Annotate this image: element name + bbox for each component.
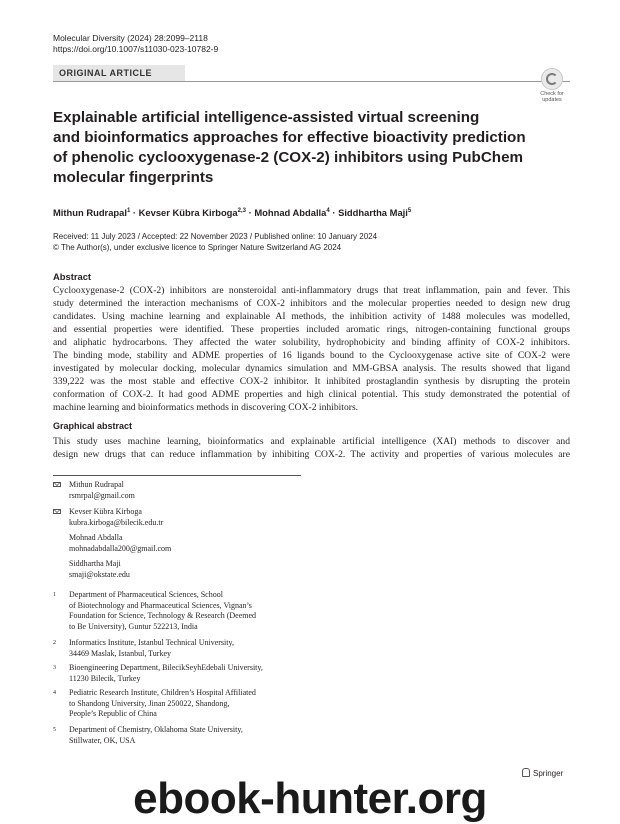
abstract-line: machine learning and bioinformatics methods in discovering COX-2 inhibitors. [53,402,359,413]
author-name[interactable]: Mohnad Abdalla [254,207,327,218]
title-line: Explainable artificial intelligence-assisted virtual screening [53,109,480,126]
affiliation [53,688,256,720]
author-name[interactable]: Siddhartha Maji [338,207,408,218]
author-list [53,207,411,218]
abstract-line: conformation of COX-2. It had good ADME properties and high clinical potential. This study demonstrated the potential of [53,389,570,400]
contact-name: Mohnad Abdalla [69,533,123,542]
affiliation-line: Foundation for Science, Technology & Research (Deemed [69,611,257,620]
affiliation-line: of Biotechnology and Pharmaceutical Sciences, Vignan’s [69,600,252,610]
contact-email[interactable]: mohnadabdalla200@gmail.com [69,543,172,553]
author-affiliation-ref: 2,3 [237,207,246,214]
affiliation-number: 3 [53,665,56,671]
abstract-line: study determined the interaction mechanisms of COX-2 inhibitors and the molecular properties needed to design new drug [53,298,570,309]
history-dates: Received: 11 July 2023 / Accepted: 22 November 2023 / Published online: 10 January 2024 [53,232,378,241]
author-affiliation-ref: 4 [326,207,330,214]
affiliation-number: 5 [53,727,56,733]
graphical-abstract-text [53,435,570,461]
author-affiliation-ref: 1 [126,207,131,214]
affiliation-number: 4 [53,690,56,696]
contact-name: Kevser Kübra Kirboga [69,507,142,516]
corresponding-author-contact [53,507,163,528]
publisher-name: Springer [533,769,564,778]
footnote-divider [53,475,301,476]
affiliation [53,663,263,684]
check-for-updates-button[interactable] [536,68,568,102]
author-name[interactable]: Kevser Kübra Kirboga [138,207,238,218]
affiliation-line: 11230 Bilecik, Turkey [69,673,141,683]
affiliation-line: Informatics Institute, Istanbul Technical University, [69,638,234,647]
contact-email[interactable]: rsmrpal@gmail.com [69,490,135,500]
contact-name: Siddhartha Maji [69,559,121,568]
affiliation-number: 2 [53,640,56,646]
abstract-line: Cyclooxygenase-2 (COX-2) inhibitors are nonsteroidal anti-inflammatory drugs that treat inflammation, pain and fever. This [53,285,570,296]
graphical-abstract-line: design new drugs that can reduce inflammation by inhibiting COX-2. The activity and properties of various molecules are [53,449,570,460]
affiliation-line: to Shandong University, Jinan 250022, Shandong, [69,698,230,708]
affiliation-line: Stillwater, OK, USA [69,735,136,745]
abstract-line: investigated by molecular docking, molecular dynamics simulation and MM-GBSA analysis. The results showed that ligand [53,363,570,374]
affiliation-number: 1 [53,592,56,598]
article-title [53,108,526,188]
affiliation-line: Pediatric Research Institute, Children’s Hospital Affiliated [69,688,256,697]
author-affiliation-ref: 5 [407,207,412,214]
abstract-line: and essential properties were identified. These properties included aromatic rings, nitrogen-containing functional groups [53,324,570,335]
abstract-line: candidates. Using machine learning and explainable AI methods, the inhibition activity of 1488 molecules was modelled, [53,311,570,322]
author-separator: · [245,207,255,218]
corresponding-author-contact [53,480,135,501]
author-separator: · [130,207,139,218]
journal-info [53,33,218,55]
affiliation [53,590,256,632]
copyright-notice: © The Author(s), under exclusive licence to Springer Nature Switzerland AG 2024 [53,243,342,252]
contact-name: Mithun Rudrapal [69,480,124,489]
graphical-abstract-heading: Graphical abstract [53,421,133,431]
affiliation-line: Department of Pharmaceutical Sciences, School [69,590,223,599]
affiliation-line: Department of Chemistry, Oklahoma State University, [69,725,243,734]
doi-link[interactable]: https://doi.org/10.1007/s11030-023-10782-9 [53,44,219,54]
envelope-icon [53,482,62,488]
header-divider [53,81,570,82]
contact-email[interactable]: smaji@okstate.edu [69,569,130,579]
contact-email[interactable]: kubra.kirboga@bilecik.edu.tr [69,517,164,527]
article-type-label: ORIGINAL ARTICLE [53,65,185,81]
affiliation-line: to Be University), Guntur 522213, India [69,621,198,631]
abstract-line: and aliphatic hydrocarbons. They affected the water solubility, hydrophobicity and binding affinity of COX-2 inhibitors. [53,337,570,348]
check-updates-label: Check for updates [540,91,564,103]
title-line: of phenolic cyclooxygenase-2 (COX-2) inhibitors using PubChem [53,149,524,166]
check-for-updates-icon [541,68,563,90]
abstract-heading: Abstract [53,271,92,282]
envelope-icon [53,509,62,515]
affiliation-line: People’s Republic of China [69,709,157,718]
journal-citation: Molecular Diversity (2024) 28:2099–2118 [53,33,208,43]
abstract-line: The binding mode, stability and ADME properties of 16 ligands bound to the Cyclooxygenase active site of COX-2 were [53,350,570,361]
publication-dates [53,231,377,253]
watermark-text: ebook-hunter.org [133,774,487,823]
abstract-line: 339,222 was the most stable and effective COX-2 inhibitor. It inhibited prostaglandin synthesis by disrupting the protein [53,376,570,387]
title-line: molecular fingerprints [53,169,214,186]
author-contact [53,533,171,554]
affiliation-line: Bioengineering Department, BilecikSeyhEdebali University, [69,663,263,672]
title-line: and bioinformatics approaches for effective bioactivity prediction [53,129,526,146]
graphical-abstract-line: This study uses machine learning, bioinformatics and explainable artificial intelligence (XAI) methods to discover and [53,436,570,447]
author-name[interactable]: Mithun Rudrapal [53,207,127,218]
author-contact [53,559,130,580]
affiliation-line: 34469 Maslak, Istanbul, Turkey [69,648,171,658]
affiliation [53,725,243,746]
author-separator: · [329,207,339,218]
abstract-text [53,284,570,414]
affiliation [53,638,234,659]
